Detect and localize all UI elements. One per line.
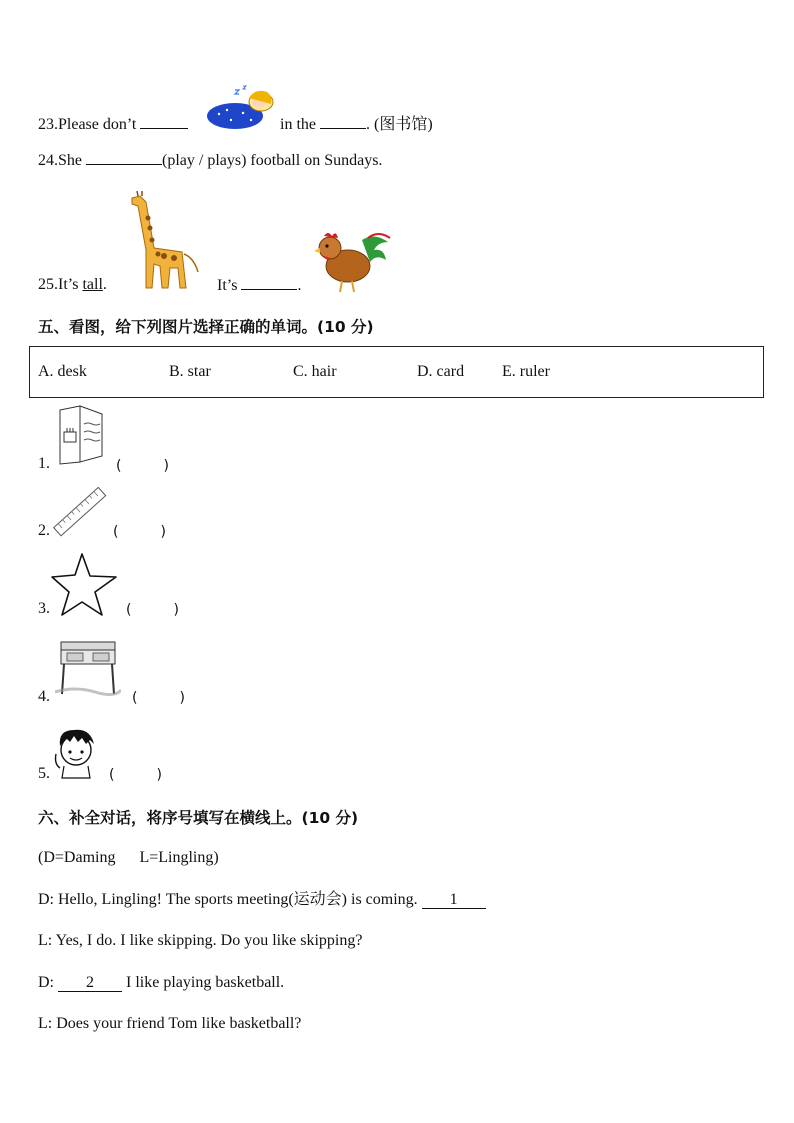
- item-number: 5.: [38, 765, 50, 782]
- ruler-icon: [52, 484, 108, 540]
- answer-paren[interactable]: ( ): [109, 767, 162, 783]
- section-5-title: 五、看图，给下列图片选择正确的单词。(10 分): [38, 318, 374, 336]
- star-icon: [50, 552, 120, 618]
- item-number: 4.: [38, 688, 50, 705]
- dialogue-line-3: [38, 973, 284, 993]
- dialogue-line-2: L: Yes, I do. I like skipping. Do you like skipping?: [38, 932, 363, 949]
- question-24: [38, 150, 382, 171]
- giraffe-icon: [124, 188, 208, 292]
- option-b: B. star: [169, 363, 211, 380]
- question-text: (play / plays) football on Sundays.: [162, 152, 383, 169]
- answer-blank[interactable]: [320, 114, 366, 129]
- dialogue-text: D: Hello, Lingling! The sports meeting(运动会) is coming.: [38, 891, 418, 908]
- question-25: [38, 275, 107, 295]
- question-text: . (图书馆): [366, 116, 433, 133]
- boy-hair-icon: [50, 724, 102, 780]
- answer-paren[interactable]: ( ): [113, 524, 166, 540]
- item-number: 2.: [38, 522, 50, 539]
- speaker-label: D:: [38, 974, 54, 991]
- dialogue-line-4: L: Does your friend Tom like basketball?: [38, 1015, 302, 1032]
- question-23-cont: [280, 114, 433, 135]
- answer-paren[interactable]: ( ): [116, 458, 169, 474]
- question-text: .: [102, 276, 107, 293]
- section-6-title: 六、补全对话，将序号填写在横线上。(10 分): [38, 809, 359, 827]
- option-c: C. hair: [293, 363, 337, 380]
- dialogue-text: I like playing basketball.: [126, 974, 285, 991]
- birthday-card-icon: [56, 404, 106, 466]
- dialogue-line-1: [38, 890, 486, 910]
- options-box: [29, 346, 764, 398]
- answer-paren[interactable]: ( ): [126, 602, 179, 618]
- answer-paren[interactable]: ( ): [132, 690, 185, 706]
- option-e: E. ruler: [502, 363, 550, 380]
- question-text: She: [58, 152, 82, 169]
- question-number: 24.: [38, 152, 58, 169]
- question-text: It’s: [217, 277, 238, 294]
- question-text: Please don’t: [58, 116, 137, 133]
- answer-blank-1[interactable]: 1: [422, 892, 486, 909]
- question-text: .: [297, 277, 302, 294]
- question-text: in the: [280, 116, 316, 133]
- answer-blank-2[interactable]: 2: [58, 975, 122, 992]
- rooster-icon: [312, 226, 392, 294]
- option-a: A. desk: [38, 363, 87, 380]
- answer-blank[interactable]: [241, 275, 297, 290]
- dialogue-legend: (D=Daming L=Lingling): [38, 849, 219, 866]
- question-number: 25.: [38, 276, 58, 293]
- question-number: 23.: [38, 116, 58, 133]
- answer-blank[interactable]: [86, 150, 162, 165]
- item-number: 1.: [38, 455, 50, 472]
- question-23: [38, 114, 188, 135]
- option-d: D. card: [417, 363, 465, 380]
- question-25-cont: [217, 275, 301, 296]
- underlined-word: tall: [82, 276, 103, 293]
- question-text: It’s: [58, 276, 79, 293]
- item-number: 3.: [38, 600, 50, 617]
- desk-icon: [55, 636, 121, 700]
- sleeping-girl-icon: [205, 84, 277, 132]
- answer-blank[interactable]: [140, 114, 188, 129]
